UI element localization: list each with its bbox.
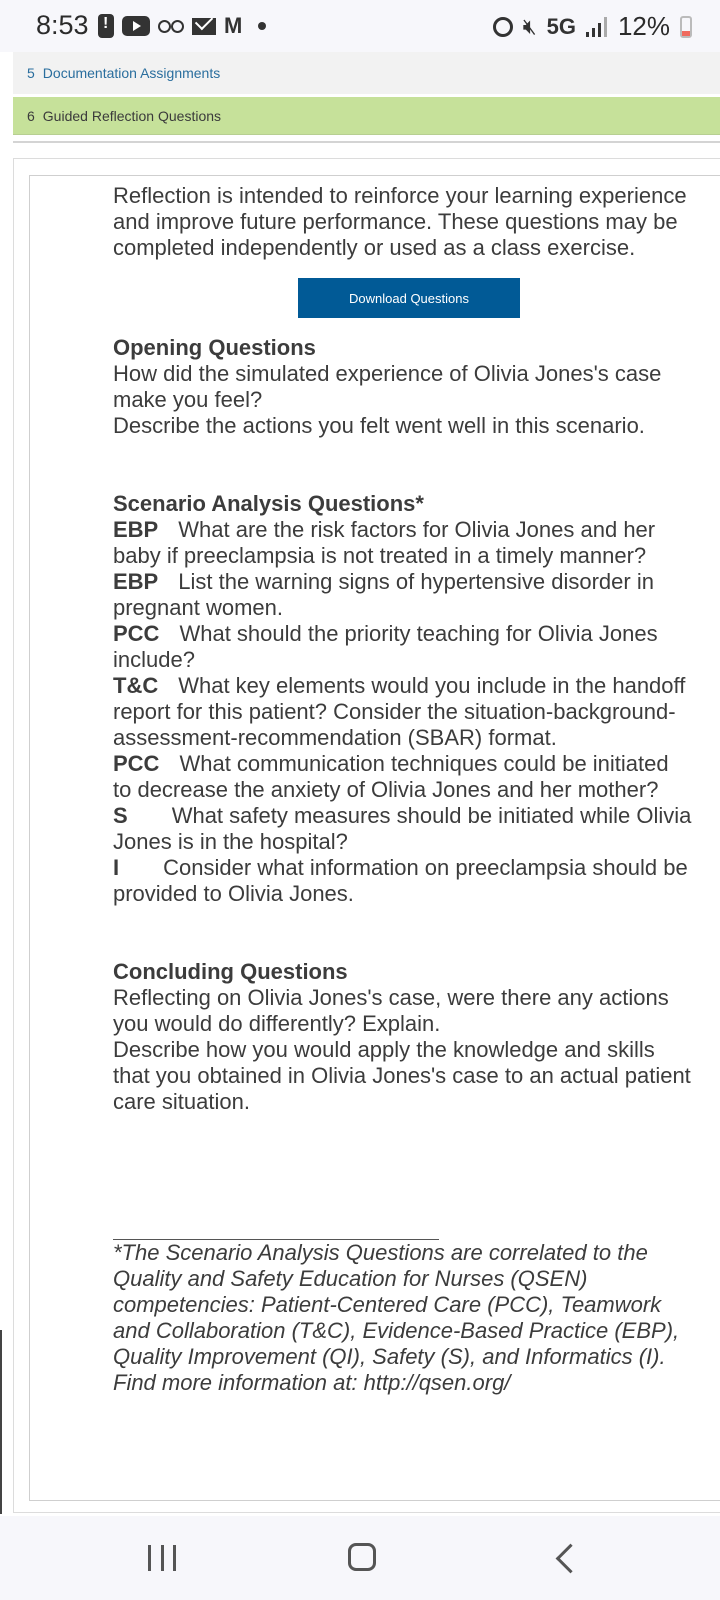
voicemail-icon xyxy=(158,20,184,32)
battery-percent: 12% xyxy=(617,11,670,41)
concluding-question: Describe how you would apply the knowledge and skills that you obtained in Olivia Jones's case to an actual patient care situation. xyxy=(113,1037,691,1114)
concluding-section xyxy=(113,959,693,1115)
question-text: What are the risk factors for Olivia Jones and her baby if preeclampsia is not treated in a timely manner? xyxy=(113,517,656,568)
question-tag: S xyxy=(113,803,128,828)
question-tag: EBP xyxy=(113,517,159,542)
status-time: 8:53 xyxy=(36,10,89,40)
analysis-heading: Scenario Analysis Questions* xyxy=(113,491,424,516)
gmail-icon: M xyxy=(224,13,243,38)
nav-item-number: 6 xyxy=(27,107,35,124)
question-text: What should the priority teaching for Olivia Jones include? xyxy=(113,621,658,672)
network-type: 5G xyxy=(546,13,576,39)
nav-item-label: Guided Reflection Questions xyxy=(42,107,222,124)
analysis-question xyxy=(113,517,693,569)
concluding-question: Reflecting on Olivia Jones's case, were there any actions you would do differently? Explain. xyxy=(113,985,669,1036)
question-text: What safety measures should be initiated while Olivia Jones is in the hospital? xyxy=(113,803,692,854)
recent-apps-icon[interactable] xyxy=(148,1545,176,1571)
mail-icon xyxy=(192,18,216,35)
question-tag: I xyxy=(113,855,120,880)
question-tag: PCC xyxy=(113,621,160,646)
opening-question: How did the simulated experience of Olivia Jones's case make you feel? xyxy=(113,361,662,412)
youtube-icon xyxy=(122,16,150,36)
question-tag: T&C xyxy=(113,673,159,698)
battery-icon xyxy=(680,16,692,38)
divider xyxy=(13,141,720,143)
opening-question: Describe the actions you felt went well in this scenario. xyxy=(113,413,645,438)
opening-heading: Opening Questions xyxy=(113,335,316,360)
dot-icon xyxy=(258,22,266,30)
analysis-question xyxy=(113,673,693,751)
signal-icon xyxy=(586,17,608,37)
alarm-icon xyxy=(493,17,513,37)
analysis-section xyxy=(113,491,693,907)
footnote-divider xyxy=(113,1225,439,1240)
reflection-content xyxy=(113,183,693,1396)
mute-icon: 🔇︎ xyxy=(522,13,537,39)
home-icon[interactable] xyxy=(348,1543,376,1571)
nav-item-guided-reflection-questions[interactable] xyxy=(13,97,720,135)
analysis-question xyxy=(113,855,693,907)
question-text: What key elements would you include in the handoff report for this patient? Consider the situation-background-assessment-recommendation (SBAR) format. xyxy=(113,673,686,750)
alert-icon xyxy=(98,14,114,38)
question-tag: PCC xyxy=(113,751,160,776)
question-text: List the warning signs of hypertensive disorder in pregnant women. xyxy=(113,569,654,620)
intro-text: Reflection is intended to reinforce your learning experience and improve future performance. These questions may be completed independently or used as a class exercise. xyxy=(113,183,687,260)
qsen-footnote: *The Scenario Analysis Questions are correlated to the Quality and Safety Education for Nurses (QSEN) competencies: Patient-Centered Care (PCC), Teamwork and Collaboration (T&C), Evidence-Based Practice (EBP), Quality Improvement (QI), Safety (S), and Informatics (I). Find more information at: http://qsen.org/ xyxy=(113,1240,680,1395)
scroll-edge xyxy=(0,1330,2,1514)
notification-icons xyxy=(98,14,266,38)
question-tag: EBP xyxy=(113,569,159,594)
status-bar xyxy=(0,0,720,52)
analysis-question xyxy=(113,751,693,803)
question-text: What communication techniques could be initiated to decrease the anxiety of Olivia Jones and her mother? xyxy=(113,751,669,802)
nav-item-label: Documentation Assignments xyxy=(42,65,221,81)
concluding-heading: Concluding Questions xyxy=(113,959,348,984)
analysis-question xyxy=(113,569,693,621)
nav-item-documentation-assignments[interactable] xyxy=(13,52,720,94)
analysis-question xyxy=(113,803,693,855)
download-questions-button[interactable]: Download Questions xyxy=(298,278,520,318)
system-icons xyxy=(493,11,692,42)
question-text: Consider what information on preeclampsia should be provided to Olivia Jones. xyxy=(113,855,688,906)
download-wrapper xyxy=(113,278,693,318)
analysis-question xyxy=(113,621,693,673)
nav-item-number: 5 xyxy=(27,65,35,81)
opening-section xyxy=(113,335,693,439)
